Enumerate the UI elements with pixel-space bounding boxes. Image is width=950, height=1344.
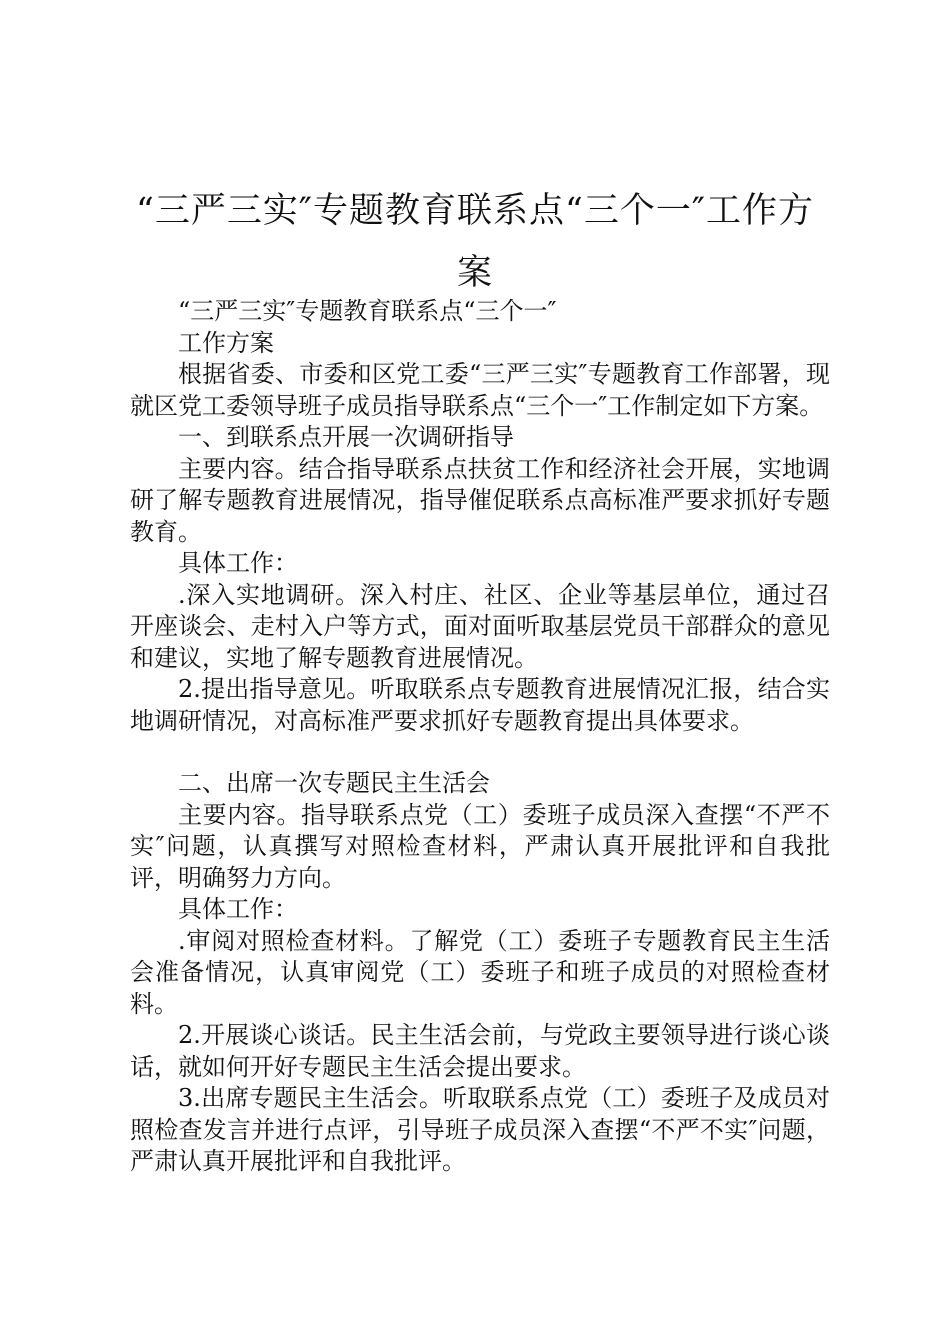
section-2-item-2: 2.开展谈心谈话。民主生活会前，与党政主要领导进行谈心谈话，就如何开好专题民主生活会提出要求。 bbox=[130, 1021, 830, 1081]
document-title bbox=[120, 180, 830, 304]
title-line-2: 案 bbox=[456, 253, 493, 293]
section-1-main-content: 主要内容。结合指导联系点扶贫工作和经济社会开展，实地调研了解专题教育进展情况，指导催促联系点高标准严要求抓好专题教育。 bbox=[130, 454, 830, 546]
document-body bbox=[130, 296, 830, 1178]
section-1-item-2: 2.提出指导意见。听取联系点专题教育进展情况汇报，结合实地调研情况，对高标准严要求抓好专题教育提出具体要求。 bbox=[130, 675, 830, 735]
intro-paragraph: 根据省委、市委和区党工委“三严三实″专题教育工作部署，现就区党工委领导班子成员指导联系点“三个一″工作制定如下方案。 bbox=[130, 360, 830, 420]
section-2-specific-work-label: 具体工作： bbox=[178, 895, 298, 923]
section-2-main-content: 主要内容。指导联系点党（工）委班子成员深入查摆“不严不实″问题，认真撰写对照检查材料，严肃认真开展批评和自我批评，明确努力方向。 bbox=[130, 800, 830, 892]
section-2-item-1: .审阅对照检查材料。了解党（工）委班子专题教育民主生活会准备情况，认真审阅党（工）委班子和班子成员的对照检查材料。 bbox=[130, 926, 830, 1018]
section-2-item-3: 3.出席专题民主生活会。听取联系点党（工）委班子及成员对照检查发言并进行点评，引导班子成员深入查摆“不严不实″问题，严肃认真开展批评和自我批评。 bbox=[130, 1084, 830, 1175]
section-1-specific-work-label: 具体工作： bbox=[178, 549, 298, 577]
subtitle-line-1: “三严三实″专题教育联系点“三个一″ bbox=[178, 297, 557, 325]
section-1-item-1: .深入实地调研。深入村庄、社区、企业等基层单位，通过召开座谈会、走村入户等方式，面对面听取基层党员干部群众的意见和建议，实地了解专题教育进展情况。 bbox=[130, 580, 830, 672]
section-heading-1: 一、到联系点开展一次调研指导 bbox=[178, 423, 514, 451]
subtitle-line-2: 工作方案 bbox=[178, 328, 274, 357]
title-line-1: “三严三实″专题教育联系点“三个一″工作方 bbox=[136, 191, 814, 231]
section-heading-2: 二、出席一次专题民主生活会 bbox=[178, 769, 490, 797]
